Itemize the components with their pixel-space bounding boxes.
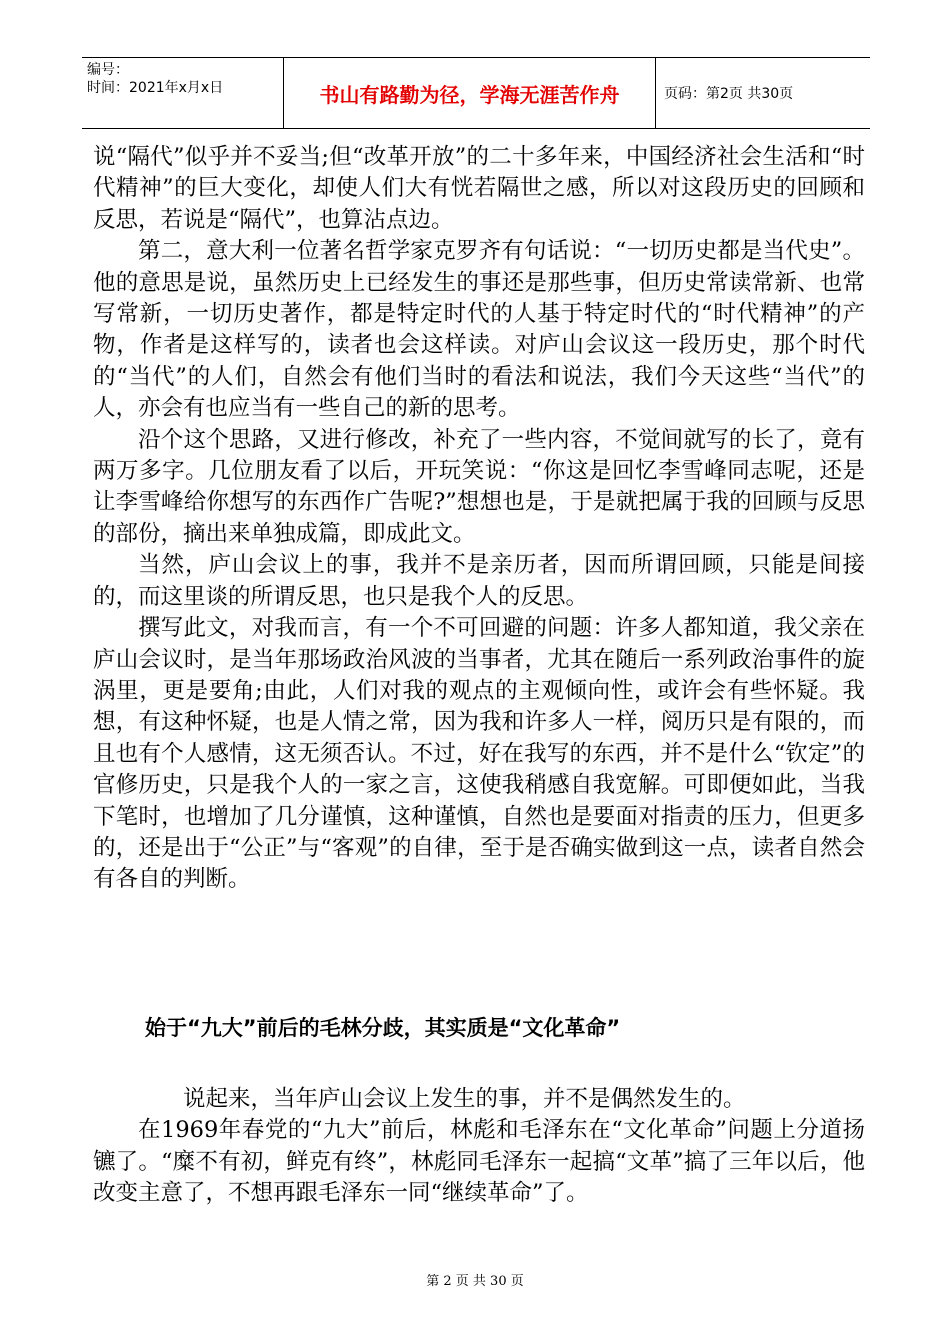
paragraph-5: 撰写此文，对我而言，有一个不可回避的问题：许多人都知道，我父亲在庐山会议时，是当年那场政治风波的当事者，尤其在随后一系列政治事件的旋涡里，更是要角;由此，人们对我的观点的主观倾向性，或许会有些怀疑。我想，有这种怀疑，也是人情之常，因为我和许多人一样，阅历只是有限的，而且也有个人感情，这无须否认。不过，好在我写的东西，并不是什么“钦定”的官修历史，只是我个人的一家之言，这使我稍感自我宽解。可即便如此，当我下笔时，也增加了几分谨慎，这种谨慎，自然也是要面对指责的压力，但更多的，还是出于“公正”与“客观”的自律，至于是否确实做到这一点，读者自然会有各自的判断。 — [93, 615, 865, 893]
header-motto: 书山有路勤为径，学海无涯苦作舟 — [284, 58, 656, 128]
section-heading: 始于“九大”前后的毛林分歧，其实质是“文化革命” — [145, 1016, 621, 1040]
section-paragraph-1: 说起来，当年庐山会议上发生的事，并不是偶然发生的。 — [183, 1086, 746, 1112]
document-number-label: 编号： — [87, 62, 129, 78]
paragraph-1: 说“隔代”似乎并不妥当;但“改革开放”的二十多年来，中国经济社会生活和“时代精神”的巨大变化，却使人们大有恍若隔世之感，所以对这段历史的回顾和反思，若说是“隔代”，也算沾点边。 — [93, 144, 865, 233]
document-time-label: 时间：2021年x月x日 — [87, 80, 224, 96]
paragraph-2: 第二，意大利一位著名哲学家克罗齐有句话说：“一切历史都是当代史”。他的意思是说，虽然历史上已经发生的事还是那些事，但历史常读常新、也常写常新，一切历史著作，都是特定时代的人基于特定时代的“时代精神”的产物，作者是这样写的，读者也会这样读。对庐山会议这一段历史，那个时代的“当代”的人们，自然会有他们当时的看法和说法，我们今天这些“当代”的人，亦会有也应当有一些自己的新的思考。 — [93, 238, 865, 422]
page-footer: 第 2 页 共 30 页 — [426, 1274, 524, 1289]
page-header — [82, 57, 870, 129]
section-body — [93, 1084, 865, 1210]
paragraph-4: 当然，庐山会议上的事，我并不是亲历者，因而所谓回顾，只能是间接的，而这里谈的所谓反思，也只是我个人的反思。 — [93, 552, 865, 610]
paragraph-3: 沿个这个思路，又进行修改，补充了一些内容，不觉间就写的长了，竟有两万多字。几位朋友看了以后，开玩笑说：“你这是回忆李雪峰同志呢，还是让李雪峰给你想写的东西作广告呢?”想想也是，于是就把属于我的回顾与反思的部份，摘出来单独成篇，即成此文。 — [93, 426, 865, 547]
header-meta-cell — [82, 58, 284, 128]
section-paragraph-2: 在1969年春党的“九大”前后，林彪和毛泽东在“文化革命”问题上分道扬镳了。“糜不有初，鲜克有终”，林彪同毛泽东一起搞“文革”搞了三年以后，他改变主意了，不想再跟毛泽东一同“继续革命”了。 — [93, 1117, 865, 1207]
document-body — [93, 142, 865, 896]
header-page-info: 页码：第2页 共30页 — [664, 86, 794, 102]
